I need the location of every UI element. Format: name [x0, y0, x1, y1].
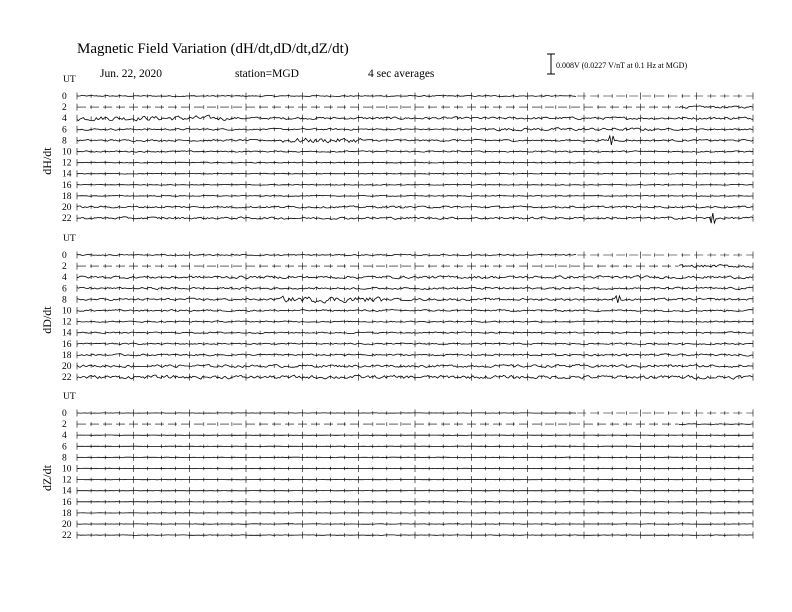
- trace-row: [62, 531, 753, 541]
- ut-label: UT: [63, 234, 76, 244]
- hour-tick-label: 20: [62, 520, 72, 530]
- scale-bar: [547, 54, 555, 74]
- hour-tick-label: 6: [62, 284, 67, 295]
- hour-tick-label: 18: [62, 350, 72, 361]
- trace-row: [62, 329, 753, 339]
- hour-tick-label: 22: [62, 214, 72, 225]
- hour-tick-label: 4: [62, 431, 67, 442]
- hour-tick-label: 4: [62, 273, 67, 284]
- trace-row: [62, 520, 753, 530]
- trace-row: [62, 136, 753, 147]
- trace-row: [62, 465, 753, 475]
- trace-row: [62, 409, 753, 419]
- hour-tick-label: 20: [62, 362, 72, 372]
- trace-row: [62, 92, 753, 102]
- hour-tick-label: 18: [62, 508, 72, 519]
- trace-row: [62, 251, 753, 261]
- hour-tick-label: 22: [62, 531, 72, 542]
- hour-tick-label: 16: [62, 180, 72, 191]
- panel-dD-dt: [40, 234, 753, 383]
- hour-tick-label: 0: [62, 92, 67, 102]
- trace-line: [77, 468, 753, 469]
- ut-label: UT: [63, 392, 76, 402]
- averaging-label: 4 sec averages: [368, 68, 435, 80]
- trace-row: [62, 103, 753, 113]
- trace-row: [62, 192, 753, 202]
- hour-tick-label: 12: [62, 475, 72, 486]
- hour-tick-label: 4: [62, 114, 67, 125]
- hour-tick-label: 2: [62, 262, 67, 273]
- trace-row: [62, 373, 753, 383]
- hour-tick-label: 18: [62, 191, 72, 202]
- trace-row: [62, 295, 753, 305]
- hour-tick-label: 22: [62, 373, 72, 384]
- hour-tick-label: 2: [62, 103, 67, 114]
- hour-tick-label: 20: [62, 203, 72, 213]
- hour-tick-label: 0: [62, 409, 67, 419]
- panel-ylabel: dH/dt: [40, 147, 54, 175]
- trace-row: [62, 498, 753, 508]
- hour-tick-label: 0: [62, 251, 67, 261]
- ut-label: UT: [63, 75, 76, 85]
- trace-line: [679, 265, 753, 268]
- trace-line: [77, 173, 753, 174]
- hour-tick-label: 16: [62, 497, 72, 508]
- station-label: station=MGD: [235, 68, 299, 80]
- trace-row: [62, 273, 753, 283]
- hour-tick-label: 14: [62, 328, 72, 339]
- trace-row: [62, 203, 753, 213]
- trace-row: [62, 307, 753, 317]
- panel-ylabel: dD/dt: [40, 306, 54, 334]
- trace-row: [62, 159, 753, 169]
- trace-row: [62, 114, 753, 124]
- trace-line: [77, 254, 576, 255]
- trace-row: [62, 420, 753, 430]
- trace-row: [62, 476, 753, 486]
- trace-row: [62, 442, 753, 452]
- hour-tick-label: 8: [62, 453, 67, 464]
- trace-row: [62, 362, 753, 372]
- panel-dH-dt: [40, 75, 753, 224]
- trace-row: [62, 181, 753, 191]
- hour-tick-label: 14: [62, 486, 72, 497]
- trace-line: [77, 95, 576, 96]
- trace-row: [62, 213, 753, 224]
- hour-tick-label: 12: [62, 317, 72, 328]
- trace-row: [62, 453, 753, 463]
- hour-tick-label: 16: [62, 339, 72, 350]
- hour-tick-label: 6: [62, 125, 67, 136]
- hour-tick-label: 2: [62, 420, 67, 431]
- hour-tick-label: 10: [62, 306, 72, 317]
- trace-row: [62, 148, 753, 158]
- hour-tick-label: 12: [62, 158, 72, 169]
- trace-row: [62, 351, 753, 361]
- panel-dZ-dt: [40, 392, 753, 541]
- scale-bar-label: 0.008V (0.0227 V/nT at 0.1 Hz at MGD): [556, 61, 688, 70]
- trace-row: [62, 125, 753, 135]
- hour-tick-label: 8: [62, 295, 67, 306]
- trace-line: [77, 524, 753, 525]
- hour-tick-label: 14: [62, 169, 72, 180]
- date-label: Jun. 22, 2020: [100, 68, 162, 80]
- chart-title: Magnetic Field Variation (dH/dt,dD/dt,dZ/dt): [77, 41, 349, 57]
- hour-tick-label: 10: [62, 147, 72, 158]
- trace-row: [62, 487, 753, 497]
- trace-row: [62, 509, 753, 519]
- trace-row: [62, 318, 753, 328]
- trace-row: [62, 340, 753, 350]
- hour-tick-label: 10: [62, 464, 72, 475]
- hour-tick-label: 8: [62, 136, 67, 147]
- trace-row: [62, 262, 753, 272]
- trace-row: [62, 284, 753, 294]
- trace-row: [62, 431, 753, 441]
- panel-ylabel: dZ/dt: [40, 465, 54, 492]
- trace-line: [679, 424, 753, 425]
- trace-row: [62, 170, 753, 180]
- trace-line: [679, 106, 753, 108]
- hour-tick-label: 6: [62, 442, 67, 453]
